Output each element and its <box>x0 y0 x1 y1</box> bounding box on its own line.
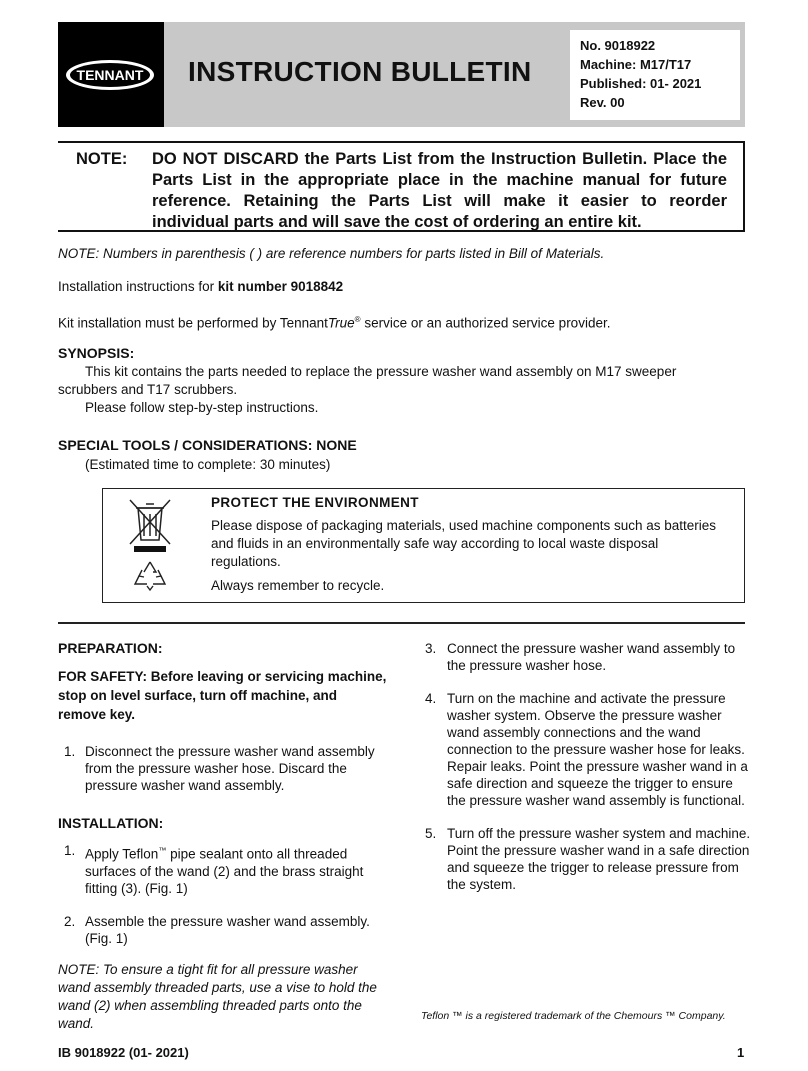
note-text <box>152 149 727 212</box>
step1-part-b: pipe sealant onto all threaded surfaces of the wand (2) and the brass straight fitting (3). (Fig. 1) <box>85 846 364 896</box>
step-number: 5. <box>425 826 437 841</box>
install-step-5 <box>425 825 755 893</box>
bulletin-revision: Rev. 00 <box>580 95 625 110</box>
step-number: 4. <box>425 691 437 706</box>
right-column <box>425 640 755 893</box>
recycle-reminder: Always remember to recycle. <box>211 578 385 593</box>
step-number: 3. <box>425 641 437 656</box>
kit-prefix: Installation instructions for <box>58 279 215 294</box>
special-tools-heading: SPECIAL TOOLS / CONSIDERATIONS: NONE <box>58 437 357 453</box>
recycle-icon <box>135 562 165 590</box>
page-number: 1 <box>737 1045 745 1060</box>
bin-bar <box>134 546 166 552</box>
footer-bulletin-id: IB 9018922 (01- 2021) <box>58 1045 189 1060</box>
install-step-1 <box>58 842 388 897</box>
section-divider <box>58 622 745 624</box>
crossed-bin-icon <box>130 500 170 544</box>
install-step-2 <box>58 913 388 947</box>
tennant-logo <box>64 58 156 92</box>
note-label: NOTE: <box>76 150 128 168</box>
step-text: Connect the pressure washer wand assembly to the pressure washer hose. <box>447 641 736 673</box>
assembly-note-label: NOTE <box>58 961 96 977</box>
environment-icons <box>120 494 180 594</box>
synopsis-text <box>58 363 735 417</box>
bulletin-meta <box>570 30 740 120</box>
registered-mark: ® <box>354 315 361 324</box>
step-text: Turn on the machine and activate the pressure washer system. Observe the pressure washer wand assembly connections and the wand connection to the pressure washer hose for leaks. Repair leaks. Point the pressure washer wand in a safe direction and squeeze the trigger to ensure the pressure washer wand assembly is functional. <box>447 691 748 808</box>
tm-mark: ™ <box>158 846 167 855</box>
numbers-note: NOTE: Numbers in parenthesis ( ) are reference numbers for parts listed in Bill of Materials. <box>58 246 605 261</box>
bulletin-machine: Machine: M17/T17 <box>580 57 692 72</box>
estimated-time: (Estimated time to complete: 30 minutes) <box>85 457 331 472</box>
note-last-line: individual parts and will save the cost of ordering an entire kit. <box>152 213 642 231</box>
step-text: Turn off the pressure washer system and machine. Point the pressure washer wand in a safe direction and squeeze the trigger to release pressure from the system. <box>447 826 751 892</box>
note-lead: DO NOT DISCARD <box>152 150 299 168</box>
step-number: 1. <box>64 744 76 759</box>
step1-part-a: Apply Teflon <box>85 846 159 862</box>
service-brand: True <box>327 315 355 331</box>
prep-step <box>58 743 388 794</box>
synopsis-line-3: Please follow step-by-step instructions. <box>85 400 319 415</box>
trademark-note: Teflon ™ is a registered trademark of the Chemours ™ Company. <box>421 1010 726 1022</box>
environment-title: PROTECT THE ENVIRONMENT <box>211 495 419 510</box>
assembly-note-text: : To ensure a tight fit for all pressure washer wand assembly threaded parts, use a vise to hold the wand (2) when assembling threaded parts onto the wand. <box>58 961 377 1031</box>
page-title: INSTRUCTION BULLETIN <box>188 56 532 87</box>
step-text <box>85 842 388 897</box>
service-line <box>58 311 610 332</box>
synopsis-line-1: This kit contains the parts needed to replace the pressure washer wand assembly on M17 sweeper <box>85 364 677 379</box>
environment-text: Please dispose of packaging materials, used machine components such as batteries and fluids in an environmentally safe way according to local waste disposal regulations. <box>211 518 717 569</box>
step-number: 1. <box>64 843 76 858</box>
step-number: 2. <box>64 913 76 929</box>
step-text: Disconnect the pressure washer wand assembly from the pressure washer hose. Discard the pressure washer wand assembly. <box>85 744 375 793</box>
note-body: the Parts List from the Instruction Bulletin. Place the Parts List in the appropriate place in the machine manual for future reference. Retaining the Parts List will make it easier to reorder <box>152 150 727 210</box>
safety-warning: FOR SAFETY: Before leaving or servicing machine, stop on level surface, turn off machine, and remove key. <box>58 669 387 722</box>
left-column <box>58 640 388 1033</box>
install-step-3 <box>425 640 755 674</box>
preparation-heading: PREPARATION: <box>58 640 163 656</box>
logo-text: TENNANT <box>76 67 144 83</box>
bulletin-published: Published: 01- 2021 <box>580 76 702 91</box>
installation-heading: INSTALLATION: <box>58 815 164 831</box>
service-prefix: Kit installation must be performed by Tennant <box>58 315 328 331</box>
assembly-note <box>58 961 388 1033</box>
note-box <box>58 141 745 232</box>
synopsis-line-2: scrubbers and T17 scrubbers. <box>58 382 238 397</box>
step-text: Assemble the pressure washer wand assembly. (Fig. 1) <box>85 913 370 946</box>
service-suffix: service or an authorized service provider. <box>364 315 611 331</box>
synopsis-heading: SYNOPSIS: <box>58 345 135 361</box>
bulletin-number: No. 9018922 <box>580 38 656 53</box>
kit-number: kit number 9018842 <box>217 279 344 294</box>
install-step-4 <box>425 690 755 809</box>
kit-line <box>58 278 343 295</box>
